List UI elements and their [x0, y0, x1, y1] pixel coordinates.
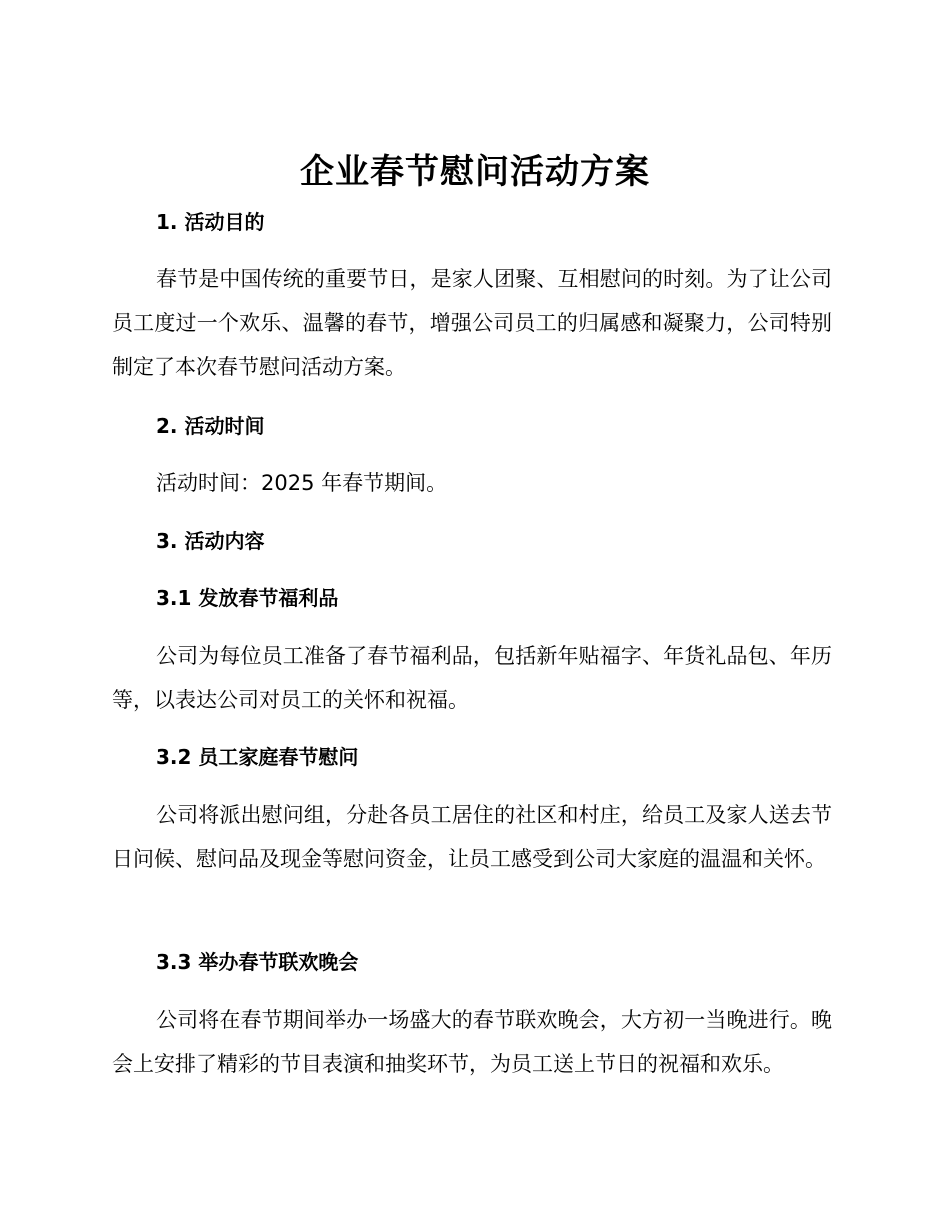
section-body-family-visit: 公司将派出慰问组，分赴各员工居住的社区和村庄，给员工及家人送去节日问候、慰问品及现金等慰问资金，让员工感受到公司大家庭的温温和关怀。 [112, 803, 832, 871]
section-heading-time: 2. 活动时间 [156, 414, 265, 438]
section-heading-family-visit: 3.2 员工家庭春节慰问 [156, 745, 359, 769]
section-heading-gala: 3.3 举办春节联欢晚会 [156, 950, 359, 974]
section-body-gala: 公司将在春节期间举办一场盛大的春节联欢晚会，大方初一当晚进行。晚会上安排了精彩的节目表演和抽奖环节，为员工送上节日的祝福和欢乐。 [112, 1008, 832, 1076]
section-body-purpose: 春节是中国传统的重要节日，是家人团聚、互相慰问的时刻。为了让公司员工度过一个欢乐、温馨的春节，增强公司员工的归属感和凝聚力，公司特别制定了本次春节慰问活动方案。 [112, 267, 832, 379]
section-body-gifts: 公司为每位员工准备了春节福利品，包括新年贴福字、年货礼品包、年历等，以表达公司对员工的关怀和祝福。 [112, 644, 832, 712]
document-title: 企业春节慰问活动方案 [300, 152, 650, 192]
section-heading-purpose: 1. 活动目的 [156, 210, 265, 234]
section-body-time: 活动时间：2025 年春节期间。 [156, 471, 448, 495]
section-heading-gifts: 3.1 发放春节福利品 [156, 586, 339, 610]
section-heading-content: 3. 活动内容 [156, 529, 265, 553]
